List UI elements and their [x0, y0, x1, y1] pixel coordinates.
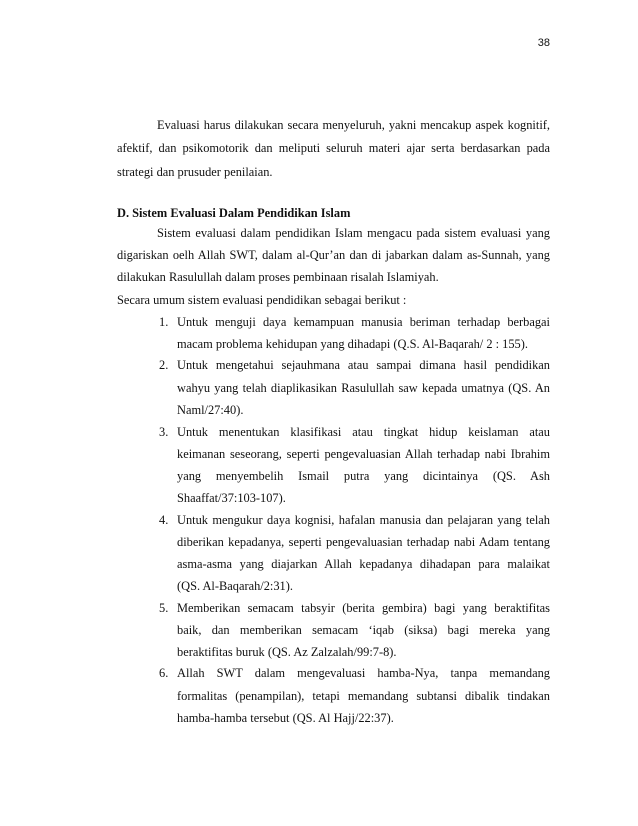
paragraph-line: digariskan oelh Allah SWT, dalam al-Qur’an dan di jabarkan dalam as-Sunnah, yang [117, 248, 550, 262]
list-item-line: Untuk menentukan klasifikasi atau tingkat hidup keislaman atau [177, 425, 550, 439]
intro-line: Evaluasi harus dilakukan secara menyeluruh, yakni mencakup aspek kognitif, [157, 118, 550, 132]
list-item-line: Shaaffat/37:103-107). [177, 491, 286, 505]
list-item-line: Untuk mengukur daya kognisi, hafalan manusia dan pelajaran yang telah [177, 513, 550, 527]
intro-line: afektif, dan psikomotorik dan meliputi seluruh materi ajar serta berdasarkan pada [117, 141, 550, 155]
paragraph-line: dilakukan Rasulullah dalam proses pembinaan risalah Islamiyah. [117, 270, 439, 284]
list-item-line: asma-asma yang diajarkan Allah kepadanya dihadapan para malaikat [177, 557, 550, 571]
list-item-line: beraktifitas buruk (QS. Az Zalzalah/99:7-8). [177, 645, 397, 659]
list-item-number: 4. [159, 513, 169, 527]
list-item-line: formalitas (penampilan), tetapi memandang subtansi dibalik tindakan [177, 689, 550, 703]
list-item-line: Naml/27:40). [177, 403, 244, 417]
list-item-line: baik, dan memberikan semacam ‘iqab (siksa) bagi mereka yang [177, 623, 550, 637]
list-item-line: diberikan kepadanya, seperti pengevaluasian terhadap nabi Adam tentang [177, 535, 550, 549]
paragraph-line: Sistem evaluasi dalam pendidikan Islam mengacu pada sistem evaluasi yang [157, 226, 550, 240]
list-item-line: Memberikan semacam tabsyir (berita gembira) bagi yang beraktifitas [177, 601, 550, 615]
list-item-line: (QS. Al-Baqarah/2:31). [177, 579, 293, 593]
list-item-line: macam problema kehidupan yang dihadapi (Q.S. Al-Baqarah/ 2 : 155). [177, 337, 528, 351]
intro-line: strategi dan prusuder penilaian. [117, 165, 273, 179]
list-item-number: 1. [159, 315, 169, 329]
section-heading: D. Sistem Evaluasi Dalam Pendidikan Islam [117, 206, 351, 220]
list-item-line: Untuk mengetahui sejauhmana atau sampai dimana hasil pendidikan [177, 358, 550, 372]
list-item-line: wahyu yang telah diaplikasikan Rasulullah saw kepada umatnya (QS. An [177, 381, 550, 395]
list-item-number: 6. [159, 666, 169, 680]
list-item-number: 5. [159, 601, 169, 615]
list-item-line: Untuk menguji daya kemampuan manusia beriman terhadap berbagai [177, 315, 550, 329]
list-item-line: yang menyembelih Ismail putra yang dicintainya (QS. Ash [177, 469, 550, 483]
list-lead-in: Secara umum sistem evaluasi pendidikan sebagai berikut : [117, 293, 407, 307]
list-item-number: 2. [159, 358, 169, 372]
list-item-number: 3. [159, 425, 169, 439]
list-item-line: Allah SWT dalam mengevaluasi hamba-Nya, tanpa memandang [177, 666, 550, 680]
list-item-line: hamba-hamba tersebut (QS. Al Hajj/22:37). [177, 711, 394, 725]
page-number: 38 [537, 37, 550, 49]
list-item-line: keimanan seseorang, seperti pengevaluasian Allah terhadap nabi Ibrahim [177, 447, 550, 461]
